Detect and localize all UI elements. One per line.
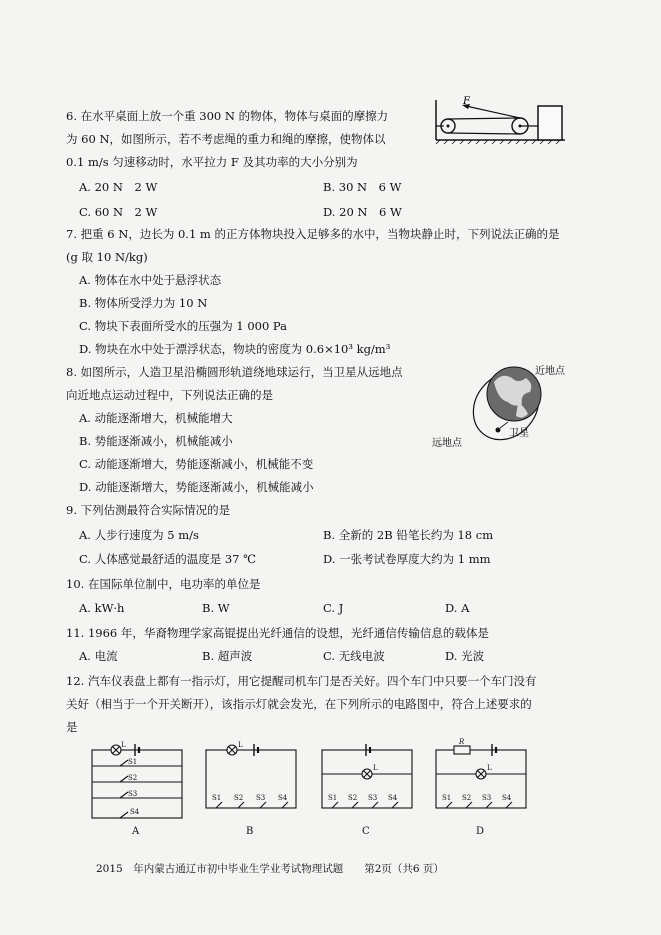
q8-satellite-figure xyxy=(428,358,588,453)
q9-option-d: D. 一张考试卷厚度大约为 1 mm xyxy=(323,552,491,566)
q6-pulley-figure xyxy=(430,96,570,148)
q6-force-label: F xyxy=(463,96,470,107)
q11-line-1: 11. 1966 年，华裔物理学家高锟提出光纤通信的设想，光纤通信传输信息的载体是 xyxy=(66,626,489,640)
q10-option-d: D. A xyxy=(445,601,470,615)
svg-text:S1: S1 xyxy=(442,794,452,802)
svg-text:S2: S2 xyxy=(128,774,138,782)
q6-option-c: C. 60 N 2 W xyxy=(79,205,158,219)
q12-circuit-diagrams xyxy=(80,738,590,838)
svg-text:R: R xyxy=(459,738,465,746)
q8-satellite-label: 卫星 xyxy=(509,428,529,439)
q8-option-d: D. 动能逐渐增大，势能逐渐减小，机械能减小 xyxy=(79,480,314,494)
page-footer: 2015 年内蒙古通辽市初中毕业生学业考试物理试题 第2页（共6 页） xyxy=(96,863,444,875)
q6-line-1: 6. 在水平桌面上放一个重 300 N 的物体，物体与桌面的摩擦力 xyxy=(66,109,389,123)
svg-text:S2: S2 xyxy=(234,794,244,802)
q8-near-point-label: 近地点 xyxy=(535,366,565,377)
q12-line-3: 是 xyxy=(66,720,78,734)
svg-text:L: L xyxy=(373,764,378,772)
svg-text:S1: S1 xyxy=(212,794,222,802)
q10-option-a: A. kW·h xyxy=(79,601,125,615)
q11-option-d: D. 光波 xyxy=(445,649,485,663)
svg-text:S3: S3 xyxy=(482,794,492,802)
q12-line-1: 12. 汽车仪表盘上都有一指示灯，用它提醒司机车门是否关好。四个车门中只要一个车门没有 xyxy=(66,674,537,688)
svg-text:S1: S1 xyxy=(328,794,338,802)
svg-text:S1: S1 xyxy=(128,758,138,766)
q11-option-a: A. 电流 xyxy=(79,649,118,663)
q6-option-b: B. 30 N 6 W xyxy=(323,180,402,194)
q8-line-2: 向近地点运动过程中，下列说法正确的是 xyxy=(66,388,273,402)
svg-text:S3: S3 xyxy=(368,794,378,802)
circuit-d-label: D xyxy=(476,826,485,837)
q7-line-1: 7. 把重 6 N，边长为 0.1 m 的正方体物块投入足够多的水中，当物块静止时，下列说法正确的是 xyxy=(66,227,560,241)
q8-option-b: B. 势能逐渐减小，机械能减小 xyxy=(79,434,233,448)
q8-far-point-label: 远地点 xyxy=(432,438,462,449)
svg-text:S4: S4 xyxy=(278,794,288,802)
q8-line-1: 8. 如图所示，人造卫星沿椭圆形轨道绕地球运行，当卫星从远地点 xyxy=(66,365,403,379)
svg-text:S3: S3 xyxy=(128,790,138,798)
svg-text:S4: S4 xyxy=(388,794,398,802)
q9-option-c: C. 人体感觉最舒适的温度是 37 ℃ xyxy=(79,552,257,566)
circuit-c-label: C xyxy=(362,826,370,837)
q6-option-d: D. 20 N 6 W xyxy=(323,205,402,219)
svg-text:L: L xyxy=(487,764,492,772)
q11-option-b: B. 超声波 xyxy=(202,649,253,663)
q10-line-1: 10. 在国际单位制中，电功率的单位是 xyxy=(66,577,261,591)
q7-line-2: (g 取 10 N/kg) xyxy=(66,250,148,264)
q12-line-2: 关好（相当于一个开关断开），该指示灯就会发光，在下列所示的电路图中，符合上述要求的 xyxy=(66,697,532,711)
svg-text:L: L xyxy=(238,741,243,749)
q11-option-c: C. 无线电波 xyxy=(323,649,385,663)
circuit-a-label: A xyxy=(132,826,140,837)
q8-option-a: A. 动能逐渐增大，机械能增大 xyxy=(79,411,233,425)
q9-line-1: 9. 下列估测最符合实际情况的是 xyxy=(66,503,231,517)
q8-option-c: C. 动能逐渐增大，势能逐渐减小，机械能不变 xyxy=(79,457,314,471)
svg-text:S2: S2 xyxy=(348,794,358,802)
q9-option-b: B. 全新的 2B 铅笔长约为 18 cm xyxy=(323,528,494,542)
q6-line-3: 0.1 m/s 匀速移动时，水平拉力 F 及其功率的大小分别为 xyxy=(66,155,358,169)
q10-option-c: C. J xyxy=(323,601,344,615)
q7-option-b: B. 物体所受浮力为 10 N xyxy=(79,296,208,310)
q7-option-a: A. 物体在水中处于悬浮状态 xyxy=(79,273,222,287)
svg-text:S4: S4 xyxy=(502,794,512,802)
q9-option-a: A. 人步行速度为 5 m/s xyxy=(79,528,199,542)
q6-line-2: 为 60 N，如图所示，若不考虑绳的重力和绳的摩擦，使物体以 xyxy=(66,132,386,146)
svg-text:S2: S2 xyxy=(462,794,472,802)
q7-option-d: D. 物块在水中处于漂浮状态，物块的密度为 0.6×10³ kg/m³ xyxy=(79,342,391,356)
q7-option-c: C. 物块下表面所受水的压强为 1 000 Pa xyxy=(79,319,288,333)
circuit-b-label: B xyxy=(246,826,254,837)
svg-text:L: L xyxy=(121,741,126,749)
q6-option-a: A. 20 N 2 W xyxy=(79,180,158,194)
q10-option-b: B. W xyxy=(202,601,230,615)
svg-text:S4: S4 xyxy=(130,808,140,816)
svg-text:S3: S3 xyxy=(256,794,266,802)
